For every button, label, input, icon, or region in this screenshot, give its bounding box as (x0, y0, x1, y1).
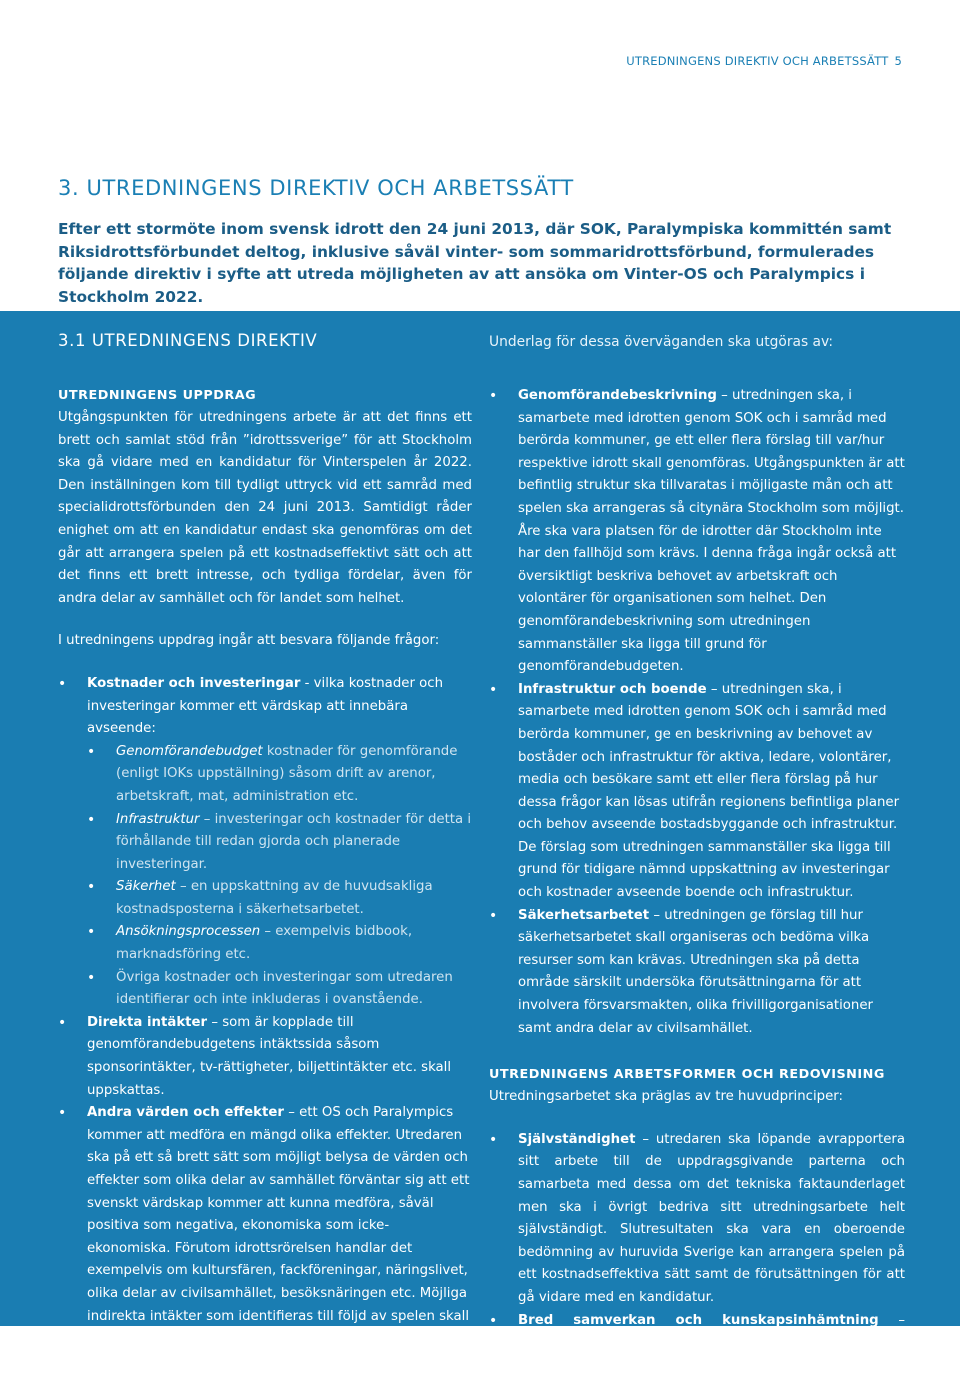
list-item (489, 905, 905, 1041)
item-term: Genomförandebeskrivning (518, 388, 717, 403)
arbetsformer-heading: UTREDNINGENS ARBETSFORMER OCH REDOVISNING (489, 1067, 885, 1083)
item-text: – utredningen ge förslag till hur säkerhetsarbetet skall organiseras och bedöma vilka resurser som kan krävas. Utredningen ska på detta område särskilt undersöka förutsättningarna för att involvera försvarsmakten, olika frivilligorganisationer samt andra delar av civilsamhället. (518, 907, 873, 1036)
list-item (58, 673, 472, 1012)
list-item (58, 1102, 472, 1351)
item-text: – som är kopplade till genomförandebudgetens intäktssida såsom sponsorintäkter, tv-rättigheter, biljettintäkter etc. skall uppskattas. (87, 1014, 452, 1098)
list-item (489, 1310, 905, 1400)
item-term: Direkta intäkter (87, 1014, 208, 1030)
subitem-text: – exempelvis bidbook, marknadsföring etc. (116, 924, 413, 963)
questions-list (58, 673, 472, 1351)
section-heading: 3. UTREDNINGENS DIREKTIV OCH ARBETSSÄTT (58, 176, 574, 200)
left-column (58, 330, 472, 1351)
item-term: Säkerhetsarbetet (518, 907, 650, 923)
sublist-item (87, 876, 472, 921)
principles-list (489, 1129, 905, 1400)
item-text: - vilka kostnader och investeringar kommer ett värdskap att innebära avseende: (87, 675, 444, 737)
list-item (489, 385, 905, 679)
subitem-text: Övriga kostnader och investeringar som utredaren identifierar och inte inkluderas i ovanstående. (116, 969, 453, 1008)
sublist-item (87, 809, 472, 877)
running-title: UTREDNINGENS DIREKTIV OCH ARBETSSÄTT (626, 54, 889, 68)
sublist-item (87, 967, 472, 1012)
cost-sublist (87, 741, 472, 1012)
subitem-text: kostnader för genomförande (enligt IOKs uppställning) såsom drift av arenor, arbetskraft, mat, administration etc. (116, 743, 458, 804)
item-text: – utredaren ska löpande avrapportera sitt arbete till de uppdragsgivande parterna och samarbeta med dessa om det tekniska faktaunderlaget men ska i övrigt bedriva sitt utredningsarbete helt självständigt. Slutresultaten ska vara en oberoende bedömning av huruvida Sverige kan arrangera spelen på ett kostnadseffektiva sätt samt de förutsättningen för att gå vidare med en kandidatur. (518, 1131, 905, 1305)
page-number: 5 (894, 54, 902, 68)
subitem-term: Infrastruktur (116, 811, 200, 827)
uppdrag-paragraph: Utgångspunkten för utredningens arbete är att det finns ett brett och samlat stöd från ”idrottssverige” för att Stockholm ska gå vidare med en kandidatur för Vinterspelen år 2022. Den inställningen kom till tydligt uttryck vid ett samråd med specialidrottsförbunden den 24 juni 2013. Samtidigt råder enighet om att en kandidatur endast ska genomföras om det går att arrangera spelen på ett kostnadseffektivt sätt och att det finns ett brett intresse, och tydliga fördelar, även för andra delar av samhället och för landet som helhet. (58, 410, 472, 606)
subitem-text: – en uppskattning av de huvudsakliga kostnadsposterna i säkerhetsarbetet. (116, 879, 433, 917)
item-text: – utredningen ska, i samarbete med idrotten genom SOK och i samråd med berörda kommuner, ge en beskrivning av behovet av boståder och infrastruktur för aktiva, ledare, volontärer, media och besökare samt ett eller flera förslag på hur dessa frågor kan lösas utifrån regionens befintliga planer och behov avseende bostadsbyggande och infrastruktur. De förslag som utredningen sammanställer ska ligga till grund för tidigare nämnd uppskattning av investeringar och kostnader avseende boende och infrastruktur. (518, 681, 900, 901)
principles-intro: Utredningsarbetet ska präglas av tre huvudprinciper: (489, 1089, 843, 1105)
item-term: Självständighet (518, 1131, 636, 1147)
item-text: – utredaren ska, som uppgivet ovan slår fast, själv eller med stöd av idrotten, söka kontakt, synpunkter och kunskap från alla (518, 1312, 905, 1396)
item-term: Andra värden och effekter (87, 1105, 284, 1121)
basis-list (489, 385, 905, 1040)
subitem-term: Genomförandebudget (116, 743, 263, 759)
uppdrag-heading: UTREDNINGENS UPPDRAG (58, 388, 257, 403)
sublist-item (87, 741, 472, 809)
sublist-item (87, 921, 472, 966)
right-column (489, 330, 905, 1400)
list-item (489, 679, 905, 905)
running-header (626, 54, 902, 68)
item-text: – utredningen ska, i samarbete med idrotten genom SOK och i samråd med berörda kommuner, ge ett eller flera förslag till var/hur respektive idrott skall genomföras. Utgångspunkten är att befintlig struktur ska tillvaratas i möjligaste mån och att spelen ska arrangeras så citynära Stockholm som möjligt. Åre ska vara platsen för de idrotter där Stockholm inte har den fallhöjd som krävs. I denna fråga ingår också att översiktligt beskriva behovet av arbetskraft och volontärer för organisationen som helhet. Den genomförandebeskrivning som utredningen sammanställer ska ligga till grund för genomförandebudgeten. (518, 388, 905, 675)
list-item (489, 1129, 905, 1310)
subitem-term: Ansökningsprocessen (116, 924, 261, 940)
item-term: Kostnader och investeringar (87, 675, 301, 691)
intro-paragraph: Efter ett stormöte inom svensk idrott den 24 juni 2013, där SOK, Paralympiska kommittén samt Riksidrottsförbundet deltog, inklusive såväl vinter- som sommaridrottsförbund, formulerades följande direktiv i syfte att utreda möjligheten av att ansöka om Vinter-OS och Paralympics i Stockholm 2022. (58, 220, 892, 306)
subitem-term: Säkerhet (116, 879, 176, 895)
subsection-heading: 3.1 UTREDNINGENS DIREKTIV (58, 331, 318, 350)
basis-lead: Underlag för dessa överväganden ska utgöras av: (489, 334, 834, 350)
list-item (58, 1012, 472, 1102)
questions-intro: I utredningens uppdrag ingår att besvara följande frågor: (58, 633, 440, 649)
item-term: Bred samverkan och kunskapsinhämtning (518, 1312, 879, 1328)
item-text: – ett OS och Paralympics kommer att medföra en mängd olika effekter. Utredaren ska på ett så brett sätt som möjligt belysa de värden och effekter som olika delar av samhället förväntar sig att ett svenskt värdskap kommer att kunna medföra, såväl positiva som negativa, ekonomiska som icke-ekonomiska. Förutom idrottsrörelsen handlar det exempelvis om kultursfären, fackföreningar, näringslivet, olika delar av civilsamhället, besöksnäringen etc. Möjliga indirekta intäkter som identifieras till följd av spelen skall dock hanteras separat och inte lyftas in i spelens budget. (87, 1105, 470, 1347)
subitem-text: – investeringar och kostnader för detta i förhållande till redan gjorda och planerade investeringar. (116, 811, 472, 872)
item-term: Infrastruktur och boende (518, 681, 707, 697)
section-intro (58, 176, 908, 308)
